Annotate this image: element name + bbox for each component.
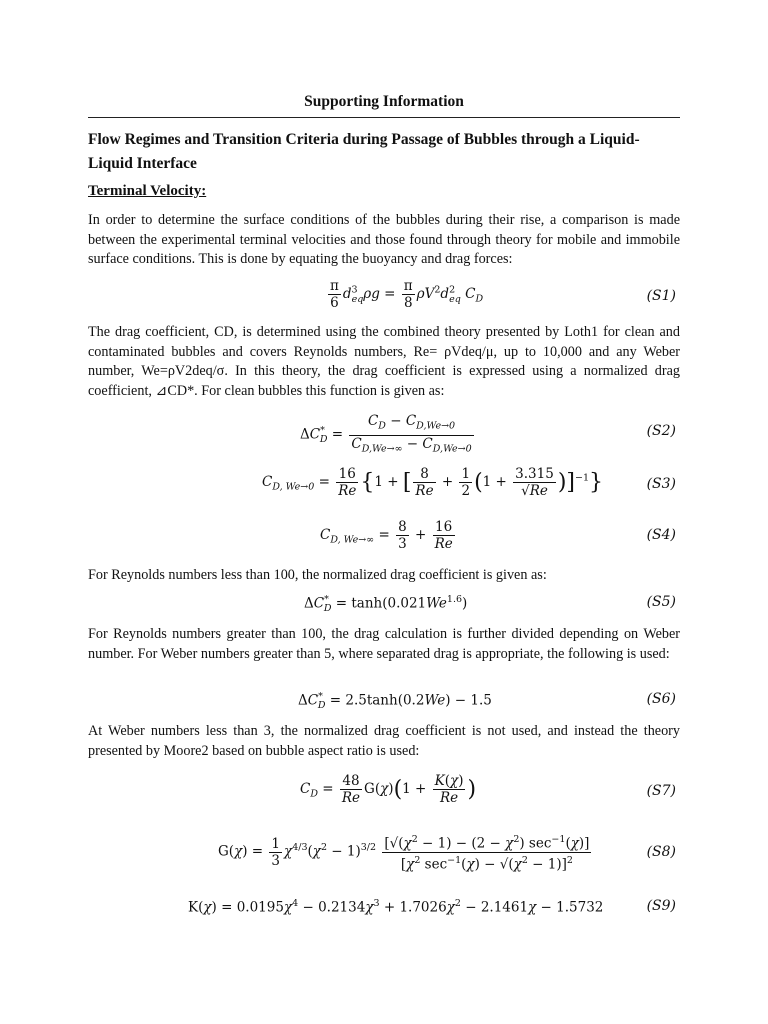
equation-number: (S7)	[646, 783, 676, 799]
equation-s8-body: G(χ) = $\frac{1}{3}$ $\chi^{4/3}(\chi^2 - 1)^{3/2}$ $\frac{[√(\chi^2 - 1) - (2 - \chi^2) \sec^{-1}(\chi)]}{[\chi^2 \sec^{-1}(\chi) - √(\chi^2 - 1)]^2}$	[218, 834, 590, 872]
equation-s4-body: $C_{D, We\to\infty}$ = $\frac{8}{3}$ + $\frac{16}{Re}$	[320, 519, 453, 552]
paragraph-low-re: For Reynolds numbers less than 100, the normalized drag coefficient is given as:	[88, 567, 547, 583]
equation-s3	[88, 466, 680, 506]
equation-s1	[88, 278, 680, 318]
page-header: Supporting Information	[304, 93, 464, 110]
header-rule	[88, 117, 680, 118]
section-heading: Terminal Velocity:	[88, 183, 207, 199]
equation-number: (S3)	[646, 476, 676, 492]
equation-s1-body: $\frac{\pi}{6}$ $d^3_{eq}\rho g$ = $\frac{\pi}{8}$ $\rho V^2d^2_{eq}$ $C_D$	[330, 278, 484, 311]
paragraph-drag-coefficient: The drag coefficient, CD, is determined using the combined theory presented by Loth1 for clean and contaminated bubbles and covers Reynolds numbers, Re= ρVdeq/μ, up to 10,000 and any Weber number, We=ρV2deq/σ. In this theory, the drag coefficient is expressed using a normalized drag coefficient, ⊿CD*. For clean bubbles this function is given as:	[88, 324, 680, 399]
paragraph-high-re: For Reynolds numbers greater than 100, the drag calculation is further divided depending on Weber number. For Weber numbers greater than 5, where separated drag is appropriate, the following is used:	[88, 626, 680, 662]
equation-s7-body: $C_D$ = $\frac{48}{Re}$ G(χ)(1 + $\frac{K(\chi)}{Re}$ )	[300, 773, 477, 806]
equation-s4	[88, 519, 680, 559]
equation-number: (S2)	[646, 423, 676, 439]
equation-number: (S6)	[646, 691, 676, 707]
equation-number: (S8)	[646, 844, 676, 860]
equation-number: (S9)	[646, 898, 676, 914]
equation-s2-body: $\Delta C^*_D$ = $\frac{C_D - C_{D,We\to 0}}{C_{D,We\to\infty} - C_{D,We\to 0}}$	[300, 413, 472, 455]
equation-number: (S5)	[646, 594, 676, 610]
equation-number: (S4)	[646, 527, 676, 543]
equation-number: (S1)	[646, 288, 676, 304]
equation-s2	[88, 413, 680, 453]
equation-s8	[88, 832, 680, 872]
equation-s5-body: $\Delta C^*_D = \tanh(0.021We^{1.6})$	[304, 594, 468, 615]
equation-s9	[88, 898, 680, 938]
equation-s3-body: $C_{D, We\to 0}$ = $\frac{16}{Re}$ {1 + [ $\frac{8}{Re}$ + $\frac{1}{2}$ (1 + $\frac{3.315}{√Re}$ )]$^{-1}$}	[262, 466, 604, 499]
equation-s6-body: $\Delta C^*_D = 2.5\tanh(0.2We) - 1.5$	[298, 691, 492, 712]
paper-title: Flow Regimes and Transition Criteria during Passage of Bubbles through a Liquid-Liquid Interface	[88, 131, 640, 172]
paragraph-intro: In order to determine the surface conditions of the bubbles during their rise, a comparison is made between the experimental terminal velocities and those found through theory for mobile and immobile surface conditions. This is done by equating the buoyancy and drag forces:	[88, 212, 680, 268]
paragraph-low-we: At Weber numbers less than 3, the normalized drag coefficient is not used, and instead the theory presented by Moore2 based on bubble aspect ratio is used:	[88, 723, 680, 759]
equation-s7	[88, 773, 680, 813]
equation-s9-body: $K(\chi) = 0.0195\chi^4 - 0.2134\chi^3 + 1.7026\chi^2 - 2.1461\chi - 1.5732$	[188, 898, 604, 916]
